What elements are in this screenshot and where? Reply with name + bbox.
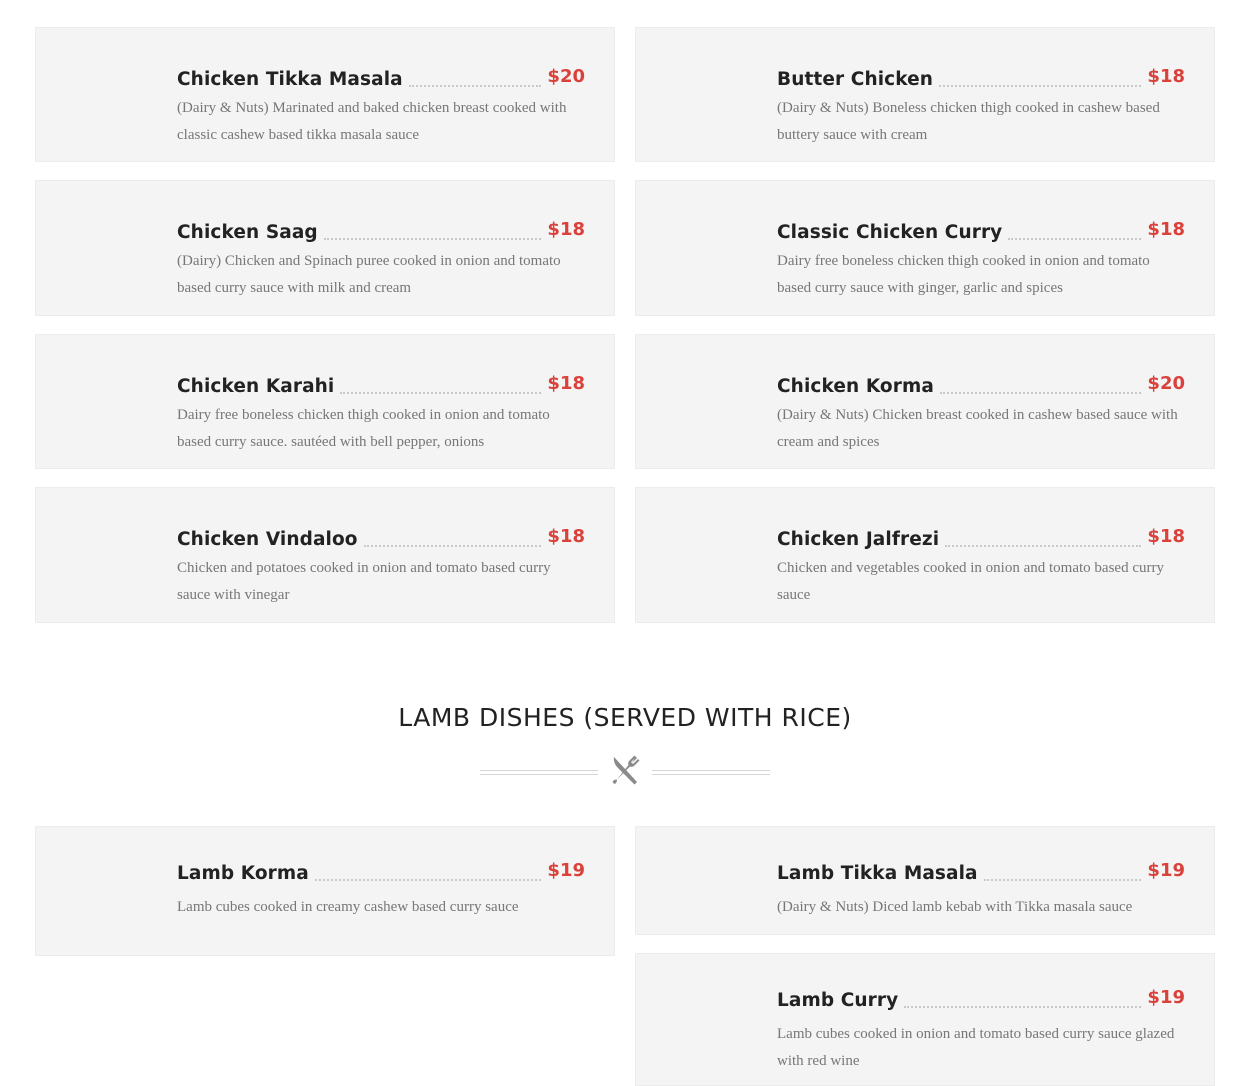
- divider-line-left: [480, 770, 598, 775]
- divider-line-right: [652, 770, 770, 775]
- item-description: (Dairy & Nuts) Marinated and baked chicken breast cooked with classic cashew based tikka masala sauce: [177, 100, 567, 143]
- item-name: Chicken Vindaloo: [177, 529, 358, 550]
- item-name: Classic Chicken Curry: [777, 222, 1003, 243]
- leader-dots: [409, 85, 542, 87]
- menu-item-card: [635, 953, 1215, 1086]
- item-price: $18: [1147, 66, 1185, 87]
- item-description: Chicken and potatoes cooked in onion and tomato based curry sauce with vinegar: [177, 560, 551, 603]
- item-name: Chicken Jalfrezi: [777, 529, 940, 550]
- leader-dots: [1008, 238, 1141, 240]
- item-price: $19: [1147, 860, 1185, 881]
- menu-item-card: [635, 27, 1215, 162]
- item-description: (Dairy & Nuts) Diced lamb kebab with Tikka masala sauce: [777, 899, 1133, 915]
- item-price: $19: [547, 860, 585, 881]
- leader-dots: [364, 545, 542, 547]
- item-price: $18: [547, 526, 585, 547]
- item-description: Lamb cubes cooked in onion and tomato based curry sauce glazed with red wine: [777, 1026, 1175, 1069]
- leader-dots: [340, 392, 541, 394]
- leader-dots: [940, 392, 1141, 394]
- item-name: Lamb Curry: [777, 990, 899, 1011]
- item-price: $18: [547, 219, 585, 240]
- menu-item-card: [635, 826, 1215, 935]
- menu-item-card: [35, 826, 615, 956]
- menu-item-card: [35, 487, 615, 623]
- menu-item-card: [35, 180, 615, 316]
- item-price: $20: [547, 66, 585, 87]
- item-price: $18: [1147, 219, 1185, 240]
- item-name: Lamb Tikka Masala: [777, 863, 978, 884]
- item-price: $19: [1147, 987, 1185, 1008]
- item-description: (Dairy & Nuts) Chicken breast cooked in cashew based sauce with cream and spices: [777, 407, 1178, 450]
- item-name: Chicken Tikka Masala: [177, 69, 403, 90]
- fork-knife-icon: [607, 752, 643, 788]
- item-description: (Dairy & Nuts) Boneless chicken thigh cooked in cashew based buttery sauce with cream: [777, 100, 1160, 143]
- menu-item-card: [635, 334, 1215, 469]
- item-name: Lamb Korma: [177, 863, 309, 884]
- item-price: $18: [1147, 526, 1185, 547]
- item-description: Dairy free boneless chicken thigh cooked in onion and tomato based curry sauce. sautéed with bell pepper, onions: [177, 407, 550, 450]
- item-price: $18: [547, 373, 585, 394]
- leader-dots: [324, 238, 542, 240]
- leader-dots: [904, 1006, 1141, 1008]
- section-title: LAMB DISHES (SERVED WITH RICE): [398, 703, 852, 732]
- item-name: Chicken Karahi: [177, 376, 335, 397]
- menu-item-card: [635, 487, 1215, 623]
- item-price: $20: [1147, 373, 1185, 394]
- menu-item-card: [635, 180, 1215, 316]
- item-name: Chicken Saag: [177, 222, 318, 243]
- leader-dots: [939, 85, 1141, 87]
- item-description: Lamb cubes cooked in creamy cashew based curry sauce: [177, 899, 519, 915]
- item-description: Dairy free boneless chicken thigh cooked in onion and tomato based curry sauce with ginger, garlic and spices: [777, 253, 1150, 296]
- menu-item-card: [35, 27, 615, 162]
- menu-item-card: [35, 334, 615, 469]
- item-name: Chicken Korma: [777, 376, 934, 397]
- leader-dots: [984, 879, 1142, 881]
- leader-dots: [315, 879, 542, 881]
- item-description: Chicken and vegetables cooked in onion and tomato based curry sauce: [777, 560, 1164, 603]
- leader-dots: [945, 545, 1141, 547]
- section-divider: [480, 752, 770, 788]
- item-description: (Dairy) Chicken and Spinach puree cooked in onion and tomato based curry sauce with milk and cream: [177, 253, 561, 296]
- item-name: Butter Chicken: [777, 69, 934, 90]
